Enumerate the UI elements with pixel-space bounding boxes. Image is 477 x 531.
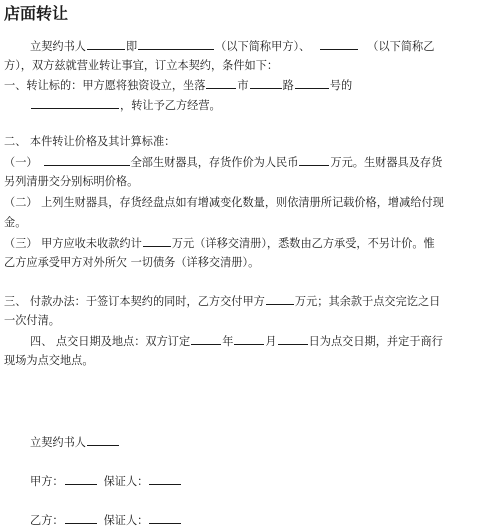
blank-road: [250, 77, 282, 89]
clause-2-sub-1-line-2: 另列清册交分别标明价格。: [4, 175, 139, 188]
blank-shop-name-2: [44, 154, 130, 166]
clause-3-text-a: 三、 付款办法：于签订本契约的同时，乙方交付甲方: [4, 295, 265, 308]
clause-2-sub-1-text: 全部生财器具，存货作价为人民币: [130, 156, 299, 169]
clause-2-sub-1-line-1: [4, 154, 442, 171]
signature-party-b: [30, 512, 182, 529]
clause-2-sub-3-text-b: 万元（详移交清册），悉数由乙方承受，不另计价。惟: [171, 237, 435, 250]
signature-party-a-label: 甲方：: [30, 475, 64, 488]
blank-year: [191, 333, 221, 345]
blank-signer: [87, 434, 119, 446]
clause-4-text-d: 日为点交日期，并定于商行: [308, 335, 443, 348]
blank-party-b-name: [320, 38, 358, 50]
blank-shop-name: [31, 97, 119, 109]
clause-2-sub-3-line-1: [4, 235, 435, 252]
clause-2-sub-2-line-2: 金。: [4, 216, 27, 229]
blank-down-payment: [266, 293, 294, 305]
signature-party-b-label: 乙方：: [30, 514, 64, 527]
intro-party-a-abbr: （以下简称甲方）、: [215, 40, 311, 53]
clause-2-sub-1-text-c: 万元。生财器具及存货: [330, 156, 443, 169]
clause-3-line-2: 一次付清。: [4, 314, 60, 327]
blank-party-a-fullname: [138, 38, 214, 50]
intro-ji: 即: [125, 40, 138, 53]
clause-1-road: 路: [282, 79, 294, 92]
clause-1-line-2: [30, 97, 221, 114]
clause-3-line-1: [4, 293, 440, 310]
signature-signer-label: 立契约书人: [30, 436, 86, 449]
clause-1-text-a: 一、转让标的：甲方愿将独资设立，坐落: [4, 79, 206, 92]
blank-guarantor-b-sign: [149, 512, 181, 524]
blank-receivables: [143, 235, 171, 247]
blank-party-a-sign: [65, 473, 97, 485]
clause-2-sub-3-line-2: 乙方应承受甲方对外所欠 一切债务（详移交清册）。: [4, 256, 260, 269]
clause-2-sub-3-text-a: （三） 甲方应收未收款约计: [4, 237, 142, 250]
clause-3-text-b: 万元；其余款于点交完讫之日: [294, 295, 441, 308]
document-title: 店面转让: [4, 4, 69, 23]
intro-party-b-abbr: （以下简称乙: [367, 40, 435, 53]
clause-1-text-e: ，转让予乙方经营。: [120, 99, 221, 112]
clause-4-line-1: [30, 333, 443, 350]
clause-4-line-2: 现场为点交地点。: [4, 354, 94, 367]
signature-guarantor-a-label: 保证人：: [103, 475, 149, 488]
clause-2-heading: 二、 本件转让价格及其计算标准：: [4, 135, 176, 148]
blank-party-b-sign: [65, 512, 97, 524]
clause-4-year: 年: [222, 335, 234, 348]
clause-1-city: 市: [237, 79, 249, 92]
clause-2-sub-1-label: （一）: [4, 156, 38, 169]
clause-1-line-1: [4, 77, 352, 94]
blank-number: [295, 77, 329, 89]
signature-signer: [30, 434, 120, 451]
intro-line-2: 方），双方兹就营业转让事宜，订立本契约，条件如下：: [4, 59, 279, 72]
clause-4-month: 月: [265, 335, 277, 348]
clause-2-sub-2-line-1: （二） 上列生财器具，存货经盘点如有增减变化数量，则依清册所记载价格，增减给付现: [4, 196, 444, 209]
blank-city: [206, 77, 236, 89]
blank-guarantor-a-sign: [149, 473, 181, 485]
clause-1-number: 号的: [329, 79, 353, 92]
blank-party-a-name: [87, 38, 125, 50]
blank-day: [278, 333, 308, 345]
blank-month: [234, 333, 264, 345]
intro-line-1: [30, 38, 434, 55]
signature-party-a: [30, 473, 182, 490]
clause-4-text-a: 四、 点交日期及地点：双方订定: [30, 335, 191, 348]
blank-price: [299, 154, 329, 166]
signer-label: 立契约书人: [30, 40, 86, 53]
signature-guarantor-b-label: 保证人：: [103, 514, 149, 527]
